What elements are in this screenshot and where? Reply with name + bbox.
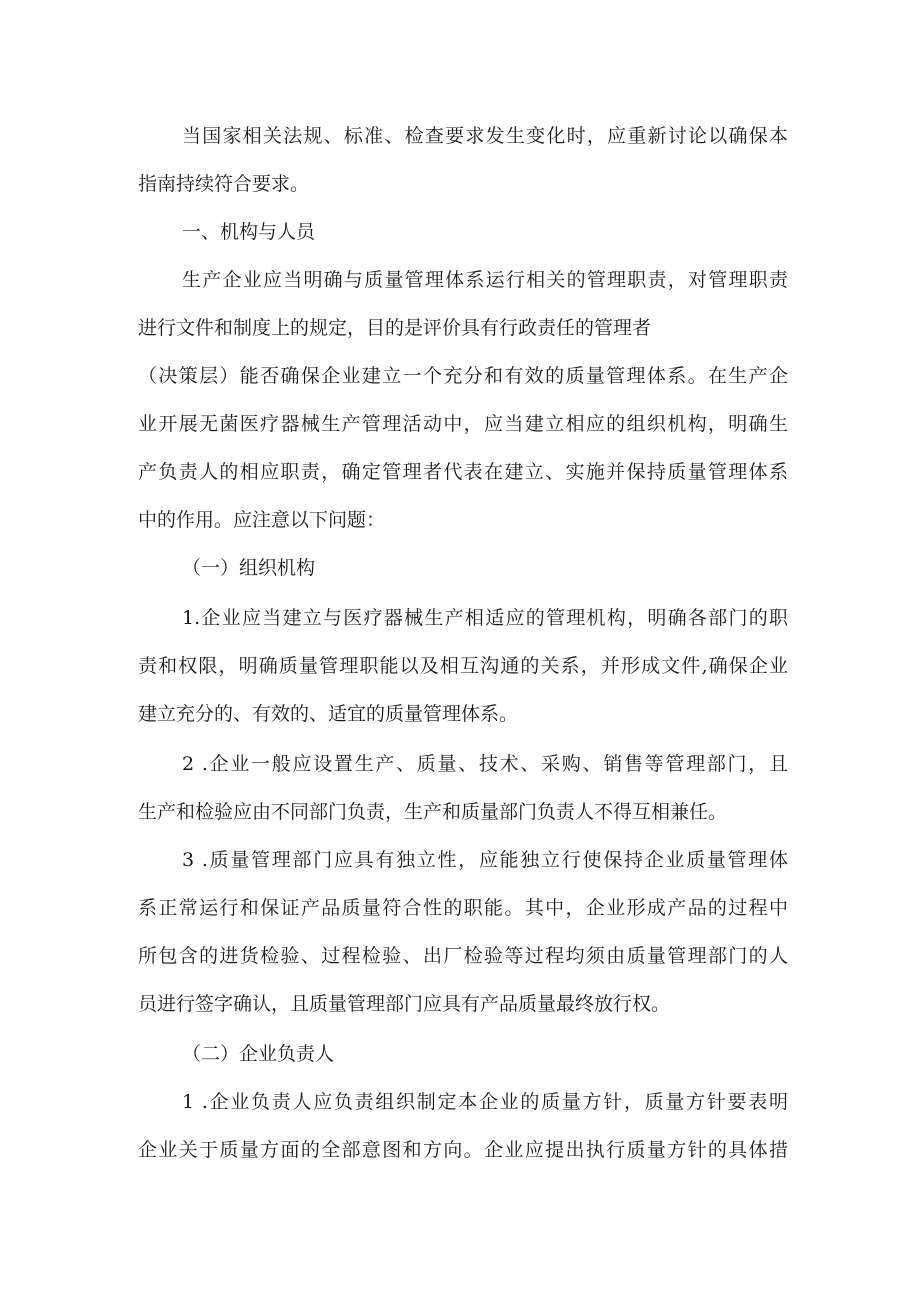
paragraph-line: 责和权限，明确质量管理职能以及相互沟通的关系，并形成文件,确保企业 bbox=[138, 655, 788, 677]
paragraph-line: 指南持续符合要求。 bbox=[138, 173, 310, 195]
paragraph-line: 3 .质量管理部门应具有独立性，应能独立行使保持企业质量管理体 bbox=[182, 849, 788, 871]
paragraph-line: 1.企业应当建立与医疗器械生产相适应的管理机构，明确各部门的职 bbox=[182, 607, 788, 629]
paragraph-line: 所包含的进货检验、过程检验、出厂检验等过程均须由质量管理部门的人 bbox=[138, 945, 788, 967]
paragraph-line: 当国家相关法规、标准、检查要求发生变化时，应重新讨论以确保本 bbox=[182, 125, 788, 147]
paragraph-line: 生产企业应当明确与质量管理体系运行相关的管理职责，对管理职责 bbox=[182, 269, 788, 291]
paragraph-line: 系正常运行和保证产品质量符合性的职能。其中，企业形成产品的过程中 bbox=[138, 897, 788, 919]
paragraph-line: 员进行签字确认，且质量管理部门应具有产品质量最终放行权。 bbox=[138, 993, 671, 1015]
section-heading: 一、机构与人员 bbox=[182, 221, 316, 243]
paragraph-line: 2 .企业一般应设置生产、质量、技术、采购、销售等管理部门，且 bbox=[182, 753, 788, 775]
paragraph-line: 1 .企业负责人应负责组织制定本企业的质量方针，质量方针要表明 bbox=[182, 1091, 788, 1113]
subsection-heading: （一）组织机构 bbox=[182, 557, 316, 579]
paragraph-line: 业开展无菌医疗器械生产管理活动中，应当建立相应的组织机构，明确生 bbox=[138, 413, 788, 435]
paragraph-line: 生产和检验应由不同部门负责，生产和质量部门负责人不得互相兼任。 bbox=[138, 801, 728, 823]
paragraph-line: （决策层）能否确保企业建立一个充分和有效的质量管理体系。在生产企 bbox=[138, 365, 788, 387]
paragraph-line: 产负责人的相应职责，确定管理者代表在建立、实施并保持质量管理体系 bbox=[138, 461, 788, 483]
paragraph-line: 企业关于质量方面的全部意图和方向。企业应提出执行质量方针的具体措 bbox=[138, 1139, 788, 1161]
subsection-heading: （二）企业负责人 bbox=[182, 1043, 335, 1065]
paragraph-line: 中的作用。应注意以下问题： bbox=[138, 509, 386, 531]
paragraph-line: 进行文件和制度上的规定，目的是评价具有行政责任的管理者 bbox=[138, 317, 652, 339]
paragraph-line: 建立充分的、有效的、适宜的质量管理体系。 bbox=[138, 703, 519, 725]
